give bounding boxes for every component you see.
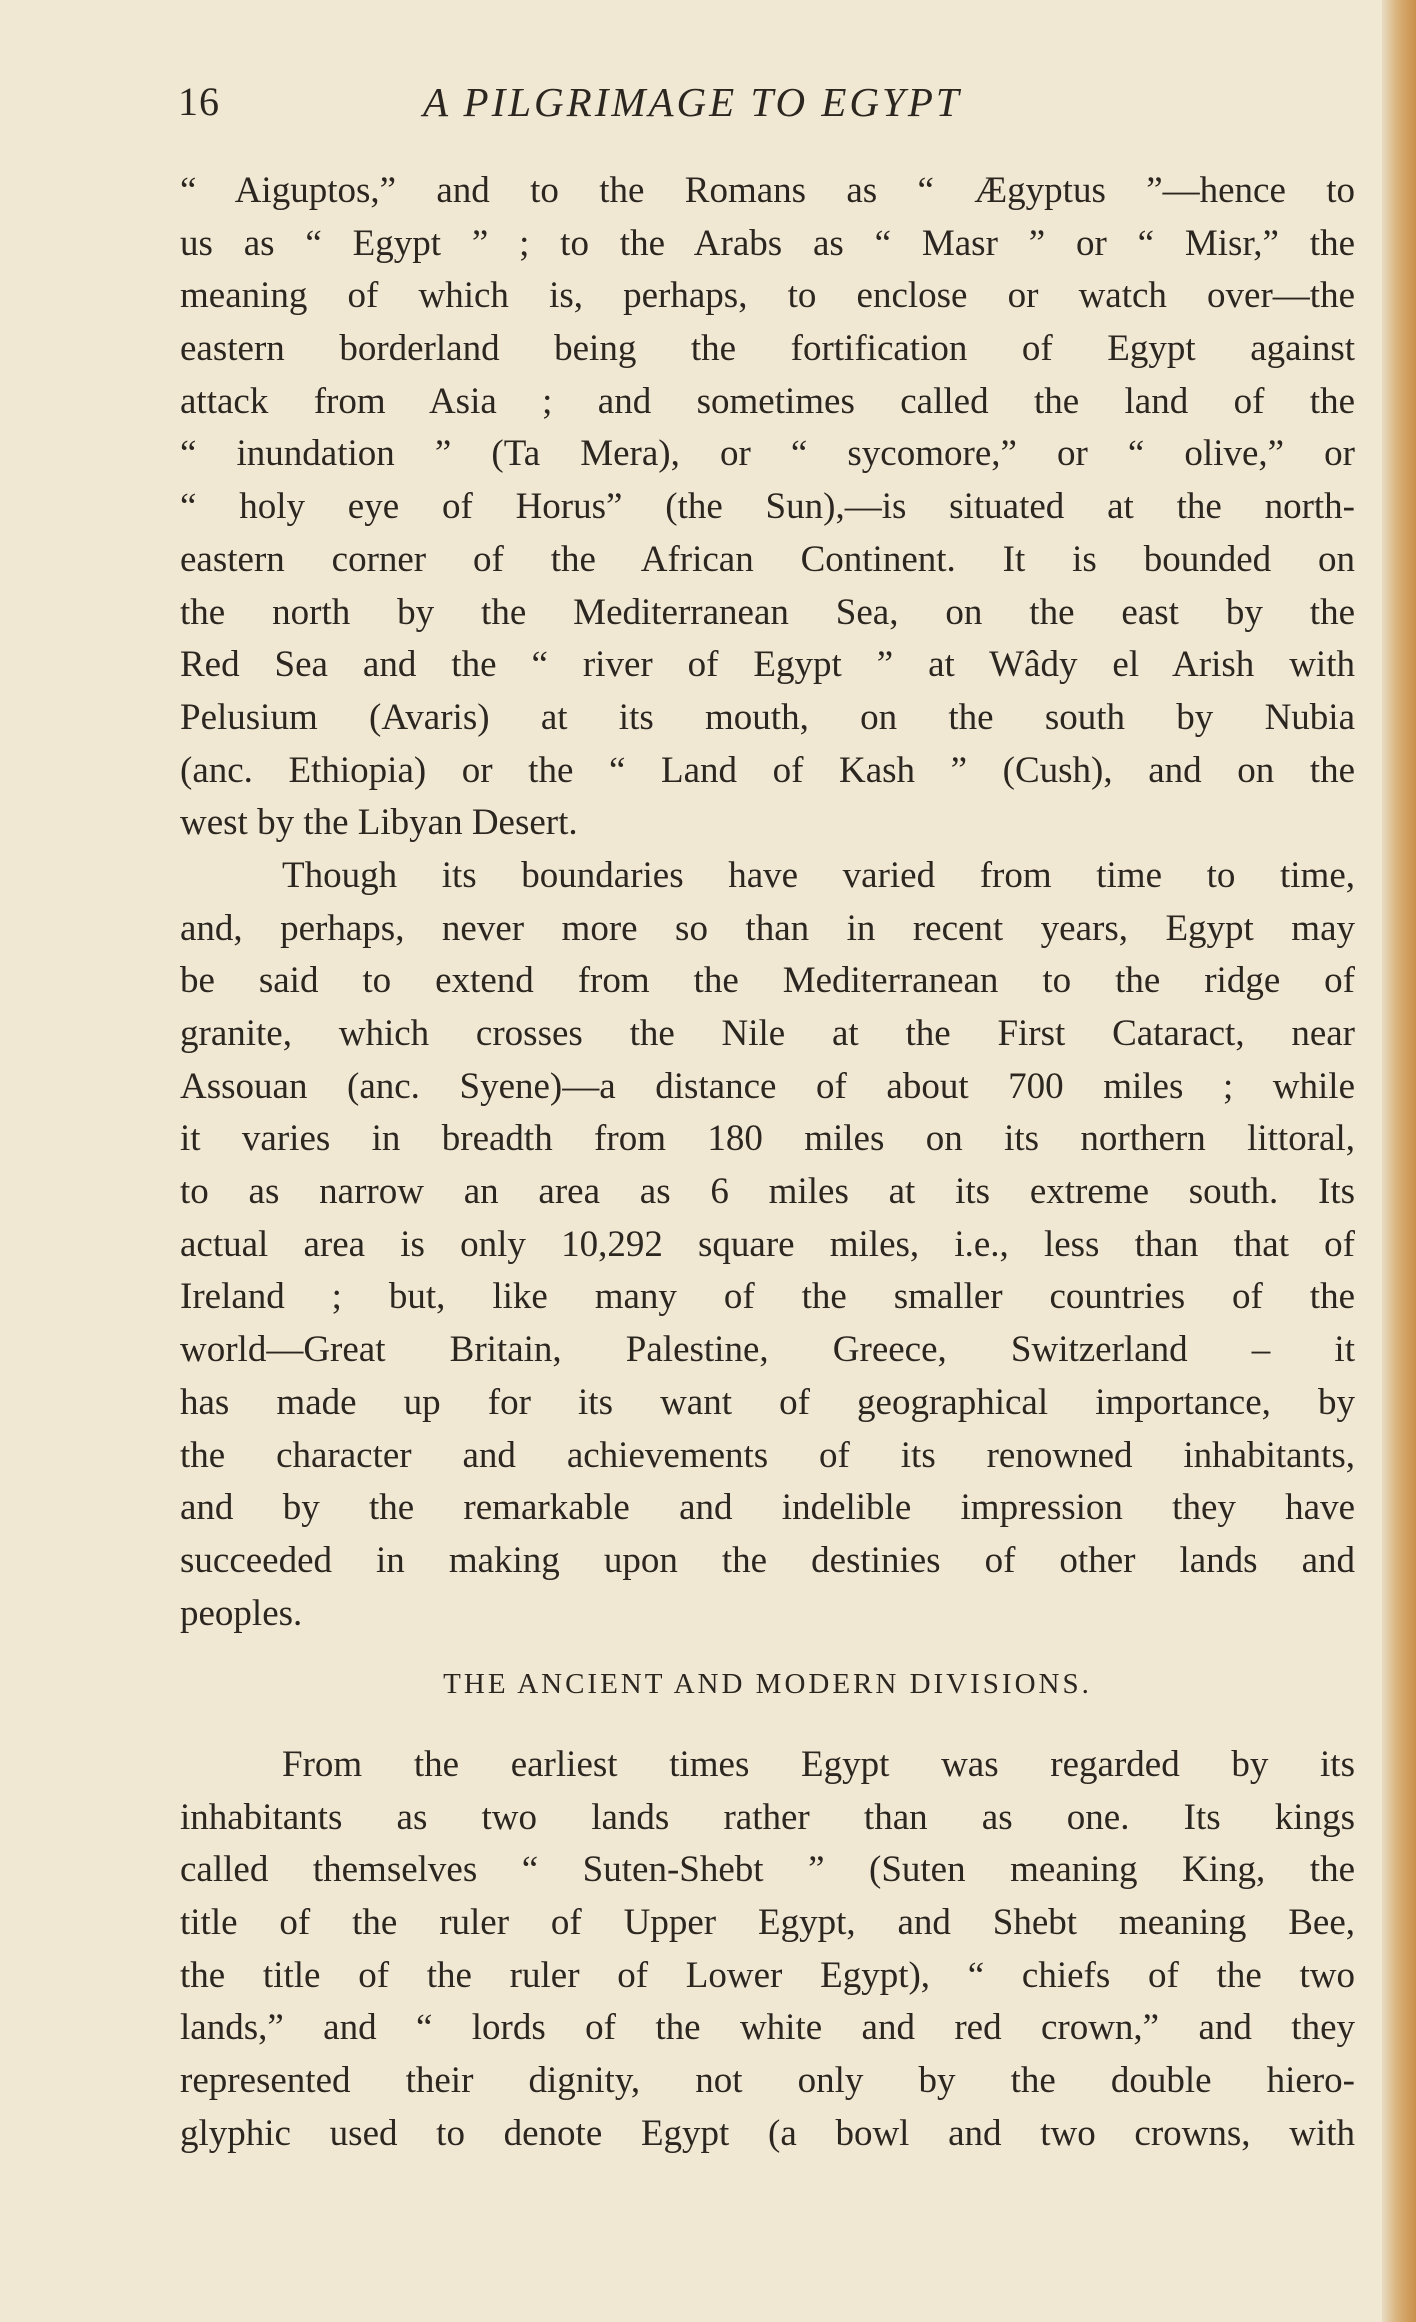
page-header (178, 78, 1358, 138)
text-line: the character and achievements of its renowned inhabitants, (180, 1434, 1355, 1476)
text-line: actual area is only 10,292 square miles, i.e., less than that of (180, 1223, 1355, 1265)
text-line: eastern borderland being the fortification of Egypt against (180, 328, 1355, 370)
text-line: granite, which crosses the Nile at the First Cataract, near (180, 1013, 1355, 1054)
section-heading: THE ANCIENT AND MODERN DIVISIONS. (443, 1668, 1092, 1701)
text-line: the title of the ruler of Lower Egypt), “ chiefs of the two (180, 1954, 1355, 1996)
text-line: “ holy eye of Horus” (the Sun),—is situated at the north- (180, 486, 1355, 528)
body-text (180, 165, 1355, 2160)
text-line: to as narrow an area as 6 miles at its extreme south. Its (180, 1171, 1355, 1213)
text-line: Red Sea and the “ river of Egypt ” at Wâdy el Arish with (180, 644, 1355, 686)
text-line: lands,” and “ lords of the white and red crown,” and they (180, 2007, 1355, 2049)
text-line: Ireland ; but, like many of the smaller countries of the (180, 1276, 1355, 1318)
text-line: Assouan (anc. Syene)—a distance of about 700 miles ; while (180, 1065, 1355, 1107)
text-line: glyphic used to denote Egypt (a bowl and two crowns, with (180, 2112, 1355, 2154)
text-line: represented their dignity, not only by the double hiero- (180, 2060, 1355, 2102)
text-line: peoples. (180, 1592, 303, 1634)
page-number: 16 (178, 79, 220, 124)
text-line: attack from Asia ; and sometimes called the land of the (180, 380, 1355, 422)
text-line: and, perhaps, never more so than in recent years, Egypt may (180, 907, 1355, 949)
text-line: and by the remarkable and indelible impression they have (180, 1487, 1355, 1529)
text-line: Though its boundaries have varied from time to time, (282, 854, 1355, 896)
text-line: world—Great Britain, Palestine, Greece, Switzerland – it (180, 1329, 1355, 1371)
text-line: us as “ Egypt ” ; to the Arabs as “ Masr ” or “ Misr,” the (180, 222, 1355, 264)
running-head: A PILGRIMAGE TO EGYPT (423, 79, 962, 125)
text-line: eastern corner of the African Continent. It is bounded on (180, 538, 1355, 580)
text-line: inhabitants as two lands rather than as one. Its kings (180, 1796, 1355, 1838)
text-line: west by the Libyan Desert. (180, 802, 578, 844)
page-edge (1382, 0, 1416, 2322)
text-line: Pelusium (Avaris) at its mouth, on the south by Nubia (180, 696, 1355, 738)
text-line: has made up for its want of geographical importance, by (180, 1381, 1355, 1423)
paragraph-1 (180, 165, 1355, 850)
text-line: (anc. Ethiopia) or the “ Land of Kash ” (Cush), and on the (180, 749, 1355, 791)
text-line: it varies in breadth from 180 miles on its northern littoral, (180, 1118, 1355, 1160)
text-line: called themselves “ Suten-Shebt ” (Suten meaning King, the (180, 1849, 1355, 1891)
text-line: be said to extend from the Mediterranean to the ridge of (180, 960, 1355, 1002)
text-line: the north by the Mediterranean Sea, on the east by the (180, 591, 1355, 633)
text-line: “ Aiguptos,” and to the Romans as “ Ægyptus ”—hence to (180, 170, 1355, 211)
text-line: From the earliest times Egypt was regarded by its (282, 1743, 1355, 1785)
text-line: succeeded in making upon the destinies of other lands and (180, 1539, 1355, 1581)
text-line: title of the ruler of Upper Egypt, and Shebt meaning Bee, (180, 1902, 1355, 1943)
paragraph-3 (180, 1739, 1355, 2161)
text-line: “ inundation ” (Ta Mera), or “ sycomore,” or “ olive,” or (180, 433, 1355, 475)
text-line: meaning of which is, perhaps, to enclose or watch over—the (180, 275, 1355, 317)
paragraph-2 (180, 850, 1355, 1640)
